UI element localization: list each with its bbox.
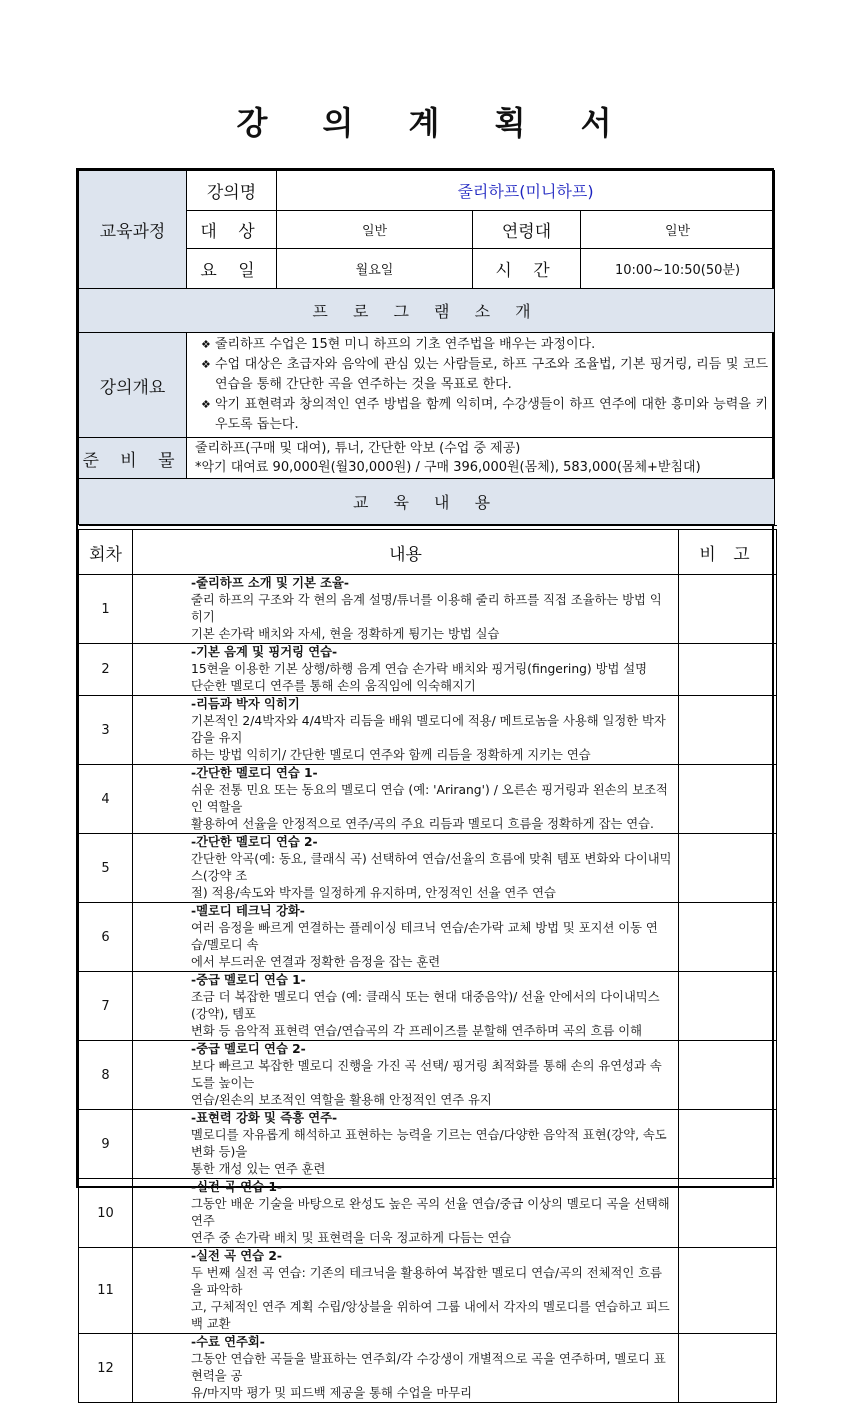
target-label: 대 상 xyxy=(187,211,277,249)
day-label: 요 일 xyxy=(187,249,277,289)
session-description: 기본 손가락 배치와 자세, 현을 정확하게 튕기는 방법 실습 xyxy=(191,627,500,641)
session-description: 단순한 멜로디 연주를 통해 손의 움직임에 익숙해지기 xyxy=(191,679,476,693)
session-number: 4 xyxy=(79,765,133,834)
time-label: 시 간 xyxy=(473,249,581,289)
preparation-content xyxy=(187,438,775,479)
session-content xyxy=(133,1248,679,1334)
schedule-row xyxy=(79,834,777,903)
session-note xyxy=(679,834,777,903)
overview-item: ❖ 수업 대상은 초급자와 음악에 관심 있는 사람들로, 하프 구조와 조율법, 기본 핑거링, 리듬 및 코드 연습을 통해 간단한 곡을 연주하는 것을 목표로 한다. xyxy=(201,355,768,395)
session-note xyxy=(679,1179,777,1248)
session-description: 변화 등 음악적 표현력 연습/연습곡의 각 프레이즈를 분할해 연주하며 곡의 흐름 이해 xyxy=(191,1024,643,1038)
schedule-row xyxy=(79,765,777,834)
schedule-row xyxy=(79,575,777,644)
contents-heading: 교 육 내 용 xyxy=(79,479,775,525)
overview-label: 강의개요 xyxy=(79,333,187,438)
session-number: 12 xyxy=(79,1334,133,1403)
preparation-line: *악기 대여료 90,000원(월30,000원) / 구매 396,000원(몸체), 583,000(몸체+받침대) xyxy=(195,460,701,475)
session-number: 5 xyxy=(79,834,133,903)
session-content xyxy=(133,1110,679,1179)
time-value: 10:00~10:50(50분) xyxy=(581,249,775,289)
session-note xyxy=(679,1334,777,1403)
content-column-header: 내용 xyxy=(133,530,679,575)
session-description: 보다 빠르고 복잡한 멜로디 진행을 가진 곡 선택/ 핑거링 최적화를 통해 손의 유연성과 속도를 높이는 xyxy=(191,1059,662,1090)
session-note xyxy=(679,1248,777,1334)
session-number: 2 xyxy=(79,644,133,696)
session-description: 조금 더 복잡한 멜로디 연습 (예: 클래식 또는 현대 대중음악)/ 선율 안에서의 다이내믹스(강약), 템포 xyxy=(191,990,660,1021)
session-note xyxy=(679,575,777,644)
session-note xyxy=(679,765,777,834)
preparation-line: 줄리하프(구매 및 대여), 튜너, 간단한 악보 (수업 중 제공) xyxy=(195,441,521,456)
session-description: 통한 개성 있는 연주 훈련 xyxy=(191,1162,326,1176)
session-description: 연주 중 손가락 배치 및 표현력을 더욱 정교하게 다듬는 연습 xyxy=(191,1231,512,1245)
session-content xyxy=(133,903,679,972)
session-description: 줄리 하프의 구조와 각 현의 음계 설명/튜너를 이용해 줄리 하프를 직접 조율하는 방법 익히기 xyxy=(191,593,662,624)
schedule-row xyxy=(79,972,777,1041)
session-content xyxy=(133,644,679,696)
session-title: -중급 멜로디 연습 1- xyxy=(191,973,306,987)
session-description: 간단한 악곡(예: 동요, 클래식 곡) 선택하여 연습/선율의 흐름에 맞춰 템포 변화와 다이내믹스(강약 조 xyxy=(191,852,672,883)
session-description: 에서 부드러운 연결과 정확한 음정을 잡는 훈련 xyxy=(191,955,441,969)
session-content xyxy=(133,1179,679,1248)
session-title: -표현력 강화 및 즉흥 연주- xyxy=(191,1111,338,1125)
session-content xyxy=(133,765,679,834)
schedule-body xyxy=(79,575,777,1403)
session-content xyxy=(133,696,679,765)
course-name-label: 강의명 xyxy=(187,171,277,211)
session-number: 1 xyxy=(79,575,133,644)
session-title: -리듬과 박자 익히기 xyxy=(191,697,300,711)
session-description: 그동안 배운 기술을 바탕으로 완성도 높은 곡의 선율 연습/중급 이상의 멜로디 곡을 선택해 연주 xyxy=(191,1197,670,1228)
day-value: 월요일 xyxy=(277,249,473,289)
schedule-row xyxy=(79,1179,777,1248)
age-label: 연령대 xyxy=(473,211,581,249)
schedule-row xyxy=(79,903,777,972)
schedule-row xyxy=(79,1248,777,1334)
target-value: 일반 xyxy=(277,211,473,249)
session-title: -중급 멜로디 연습 2- xyxy=(191,1042,306,1056)
note-column-header: 비 고 xyxy=(679,530,777,575)
session-description: 연습/왼손의 보조적인 역할을 활용해 안정적인 연주 유지 xyxy=(191,1093,492,1107)
session-title: -기본 음계 및 핑거링 연습- xyxy=(191,645,338,659)
session-number: 7 xyxy=(79,972,133,1041)
session-title: -실전 곡 연습 1- xyxy=(191,1180,283,1194)
program-intro-heading: 프 로 그 램 소 개 xyxy=(79,289,775,333)
session-description: 절) 적용/속도와 박자를 일정하게 유지하며, 안정적인 선율 연주 연습 xyxy=(191,886,556,900)
session-description: 기본적인 2/4박자와 4/4박자 리듬을 배워 멜로디에 적용/ 메트로놈을 사용해 일정한 박자감을 유지 xyxy=(191,714,666,745)
preparation-label: 준 비 물 xyxy=(79,438,187,479)
session-description: 15현을 이용한 기본 상행/하행 음계 연습 손가락 배치와 핑거링(fingering) 방법 설명 xyxy=(191,662,648,676)
session-number: 10 xyxy=(79,1179,133,1248)
schedule-row xyxy=(79,1041,777,1110)
session-content xyxy=(133,1041,679,1110)
session-column-header: 회차 xyxy=(79,530,133,575)
session-note xyxy=(679,696,777,765)
overview-item: ❖ 줄리하프 수업은 15현 미니 하프의 기초 연주법을 배우는 과정이다. xyxy=(201,335,768,355)
schedule-row xyxy=(79,1110,777,1179)
session-note xyxy=(679,972,777,1041)
session-number: 6 xyxy=(79,903,133,972)
schedule-row xyxy=(79,1334,777,1403)
education-label: 교육과정 xyxy=(79,171,187,289)
session-description: 활용하여 선율을 안정적으로 연주/곡의 주요 리듬과 멜로디 흐름을 정확하게 잡는 연습. xyxy=(191,817,654,831)
session-description: 여러 음정을 빠르게 연결하는 플레이싱 테크닉 연습/손가락 교체 방법 및 포지션 이동 연습/멜로디 속 xyxy=(191,921,658,952)
session-description: 두 번째 실전 곡 연습: 기존의 테크닉을 활용하여 복잡한 멜로디 연습/곡의 전체적인 흐름을 파악하 xyxy=(191,1266,662,1297)
session-title: -수료 연주회- xyxy=(191,1335,265,1349)
session-title: -간단한 멜로디 연습 2- xyxy=(191,835,318,849)
lecture-plan-table xyxy=(76,168,774,1400)
course-name: 줄리하프(미니하프) xyxy=(277,171,775,211)
session-description: 고, 구체적인 연주 계획 수립/앙상블을 위하여 그룹 내에서 각자의 멜로디를 연습하고 피드백 교환 xyxy=(191,1300,670,1331)
session-content xyxy=(133,834,679,903)
age-value: 일반 xyxy=(581,211,775,249)
session-description: 멜로디를 자유롭게 해석하고 표현하는 능력을 기르는 연습/다양한 음악적 표현(강약, 속도 변화 등)을 xyxy=(191,1128,667,1159)
session-description: 하는 방법 익히기/ 간단한 멜로디 연주와 함께 리듬을 정확하게 지키는 연습 xyxy=(191,748,591,762)
schedule-row xyxy=(79,696,777,765)
session-content xyxy=(133,575,679,644)
session-number: 9 xyxy=(79,1110,133,1179)
session-title: -줄리하프 소개 및 기본 조율- xyxy=(191,576,349,590)
session-content xyxy=(133,1334,679,1403)
session-description: 쉬운 전통 민요 또는 동요의 멜로디 연습 (예: 'Arirang') / 오른손 핑거링과 왼손의 보조적인 역할을 xyxy=(191,783,668,814)
page-title: 강 의 계 획 서 xyxy=(236,104,634,142)
session-number: 11 xyxy=(79,1248,133,1334)
course-info-table xyxy=(78,170,775,525)
session-description: 그동안 연습한 곡들을 발표하는 연주회/각 수강생이 개별적으로 곡을 연주하며, 멜로디 표현력을 공 xyxy=(191,1352,666,1383)
session-note xyxy=(679,1110,777,1179)
session-description: 유/마지막 평가 및 피드백 제공을 통해 수업을 마무리 xyxy=(191,1386,472,1400)
session-note xyxy=(679,644,777,696)
schedule-row xyxy=(79,644,777,696)
session-number: 3 xyxy=(79,696,133,765)
overview-item: ❖ 악기 표현력과 창의적인 연주 방법을 함께 익히며, 수강생들이 하프 연주에 대한 흥미와 능력을 키우도록 돕는다. xyxy=(201,395,768,435)
session-note xyxy=(679,1041,777,1110)
session-content xyxy=(133,972,679,1041)
overview-content xyxy=(187,333,775,438)
session-title: -멜로디 테크닉 강화- xyxy=(191,904,305,918)
session-number: 8 xyxy=(79,1041,133,1110)
session-note xyxy=(679,903,777,972)
session-title: -간단한 멜로디 연습 1- xyxy=(191,766,318,780)
schedule-table xyxy=(78,525,777,1403)
session-title: -실전 곡 연습 2- xyxy=(191,1249,283,1263)
